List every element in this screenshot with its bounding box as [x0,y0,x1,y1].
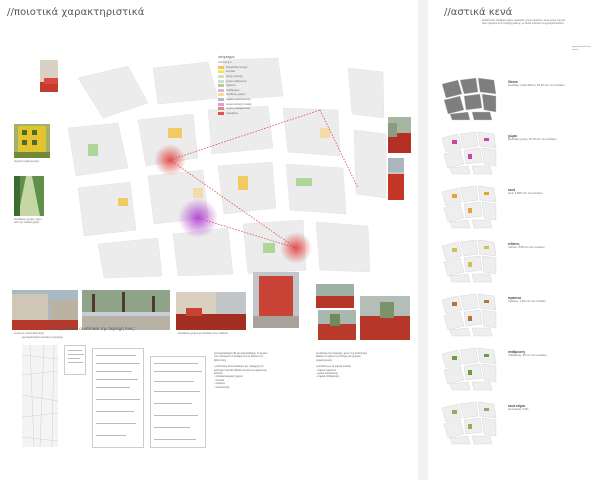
urban-void-percentage: κενά, 4.50% επί του συνόλου [508,192,543,195]
survey-text-1d: - πλατεία [214,378,225,382]
urban-void-percentage: ελεύθεροι χώροι, 16.7% επί του συνόλου [508,138,557,141]
legend-swatch [218,70,224,73]
photo-bottom-7 [360,296,410,340]
urban-void-percentage: ελεύθερο, ενιαίο δίκτυο, 53.3% επί του συνόλου [508,84,565,87]
urban-void-row [438,130,598,180]
right-note-text: σχέσεις μεταξύ των κενών [572,46,591,51]
survey-text-1: ερωτηματολόγιο (30 ερωτηματολόγια), το σημείο που προτιμούν οι κάτοικοι για να κάνουν την βόλτα τους [214,352,268,362]
urban-void-row [438,346,598,396]
survey-doc-3 [150,356,206,448]
urban-void-map-thumb [438,292,500,338]
legend-label: σημεία συγκέντρωσης [226,97,251,101]
urban-void-row [438,238,598,288]
urban-void-percentage: κενά κτίρια, 2.3% [508,408,529,411]
caption-3: σημείο συγκέντρωσης [14,160,40,163]
legend-swatch [218,89,224,92]
legend-swatch [218,98,224,101]
urban-void-row [438,292,598,342]
photo-bottom-5 [316,284,354,308]
photo-bottom-4 [253,272,299,328]
survey-mini-map [22,345,58,447]
survey-text-col-2 [316,352,372,379]
survey-text-1e: - πράσινο [214,382,225,386]
survey-mini-label: ερωτηματολόγιο κατοίκων περιοχής [22,336,63,339]
legend-swatch [218,103,224,106]
survey-text-2d: - χώροι ανάπαυσης [316,372,338,376]
caption-9: ελεύθερος χώρος με σύνδεση στην πλατεία [178,332,228,335]
legend-label: θορυβώδη περιοχή [226,65,248,69]
board-gap [418,0,428,480]
legend-label: χώροι στάθμευσης [226,79,247,83]
urban-void-percentage: στάθμευση, 3% επί του συνόλου [508,354,547,357]
urban-void-heading: στάθμευση [508,350,525,354]
survey-title: ...πώς βλέπουν οι κάτοικοι την περιοχή τους; [48,326,135,331]
urban-void-row [438,76,598,126]
urban-void-map-thumb [438,76,500,122]
legend-title: υπόμνημα [218,55,235,59]
photo-bottom-3 [176,292,246,330]
urban-void-heading: κενά [508,188,516,192]
legend-swatch [218,107,224,110]
survey-text-2e: - σημεία στάθμευσης [316,375,340,379]
photo-bottom-1 [12,290,78,330]
page-title-left: //ποιοτικά χαρακτηριστικά [7,7,145,18]
survey-text-1c: - πολυλειτουργικός χώρος [214,375,243,379]
urban-void-map-thumb [438,238,500,284]
survey-doc-2 [92,348,144,448]
right-intro-text: αστικά κενά: ελεύθεροι χώροι, οικόπεδα, χώροι πρασίνου, κενοί χώροι που δεν είναι χτισμένοι στην περιοχή μελέτης, οι οποίοι μπορούν να χρησιμοποιηθούν [482,19,566,26]
survey-text-1b: η απάντηση από κατοίκους της περιοχής στο ερώτημα ποια θα ήθελαν να είναι τα σημεία που λείπουν [214,365,267,376]
urban-void-heading: πράσινο [508,296,522,300]
urban-void-map-thumb [438,184,500,230]
urban-void-map-thumb [438,346,500,392]
legend-label: πράσινο [226,84,236,88]
urban-void-percentage: πράσινο, 7.2% επί του συνόλου [508,300,546,303]
urban-void-percentage: πλάτεις, 3.5% επί του συνόλου [508,246,545,249]
caption-4: ελεύθερος χώρος, γύρω από την παιδική χαρά [14,218,42,225]
urban-void-heading: δίκτυο [508,80,518,84]
legend-label: ήσυχη περιοχή [226,74,243,78]
urban-void-map-thumb [438,400,500,446]
urban-void-heading: κενά κτίρια [508,404,525,408]
survey-text-col-1 [214,352,270,389]
urban-void-row [438,184,598,234]
legend-label: πρόσβαση [226,111,238,115]
map-legend [218,55,276,116]
legend-swatch [218,66,224,69]
legend-item [218,111,276,116]
survey-text-2: οι κάτοικοι της περιοχής, μέσω της απάντησης έδειξαν ότι έχουν την ανάγκη για χώρους συγκέντρωσης [316,352,368,362]
right-board [428,0,600,480]
legend-label: σημεία οπτικής επαφής [226,102,252,106]
survey-doc-1 [64,345,86,375]
legend-rows [218,65,276,116]
urban-void-map-thumb [438,130,500,176]
legend-swatch [218,84,224,87]
photo-bottom-6 [318,310,356,340]
legend-swatch [218,75,224,78]
legend-swatch [218,93,224,96]
caption-8: γωνία με πυκνή βλάστηση [14,332,45,335]
legend-label: σημείο ενδιαφέροντος [226,107,251,111]
photo-yellow-building [14,124,50,158]
photo-bottom-2 [82,290,170,330]
legend-subtitle: οδόστρωμα [218,61,232,64]
survey-text-2c: - πάρκο πρασίνου [316,368,337,372]
photo-green-path [14,176,44,216]
urban-void-heading: πλάτεις [508,242,520,246]
legend-swatch [218,112,224,115]
survey-text-1f: - περιπατητής [214,385,230,389]
page-title-right: //αστικά κενά [444,7,513,18]
urban-void-heading: χώροι [508,134,518,138]
survey-text-2b: η σύνδεση με τα σημεία στάσης [316,365,351,369]
legend-label: κεντρικό [226,70,236,74]
legend-swatch [218,80,224,83]
legend-label: πεζόδρομος [226,88,240,92]
urban-void-row [438,400,598,450]
legend-label: ελεύθερος χώρος [226,93,246,97]
